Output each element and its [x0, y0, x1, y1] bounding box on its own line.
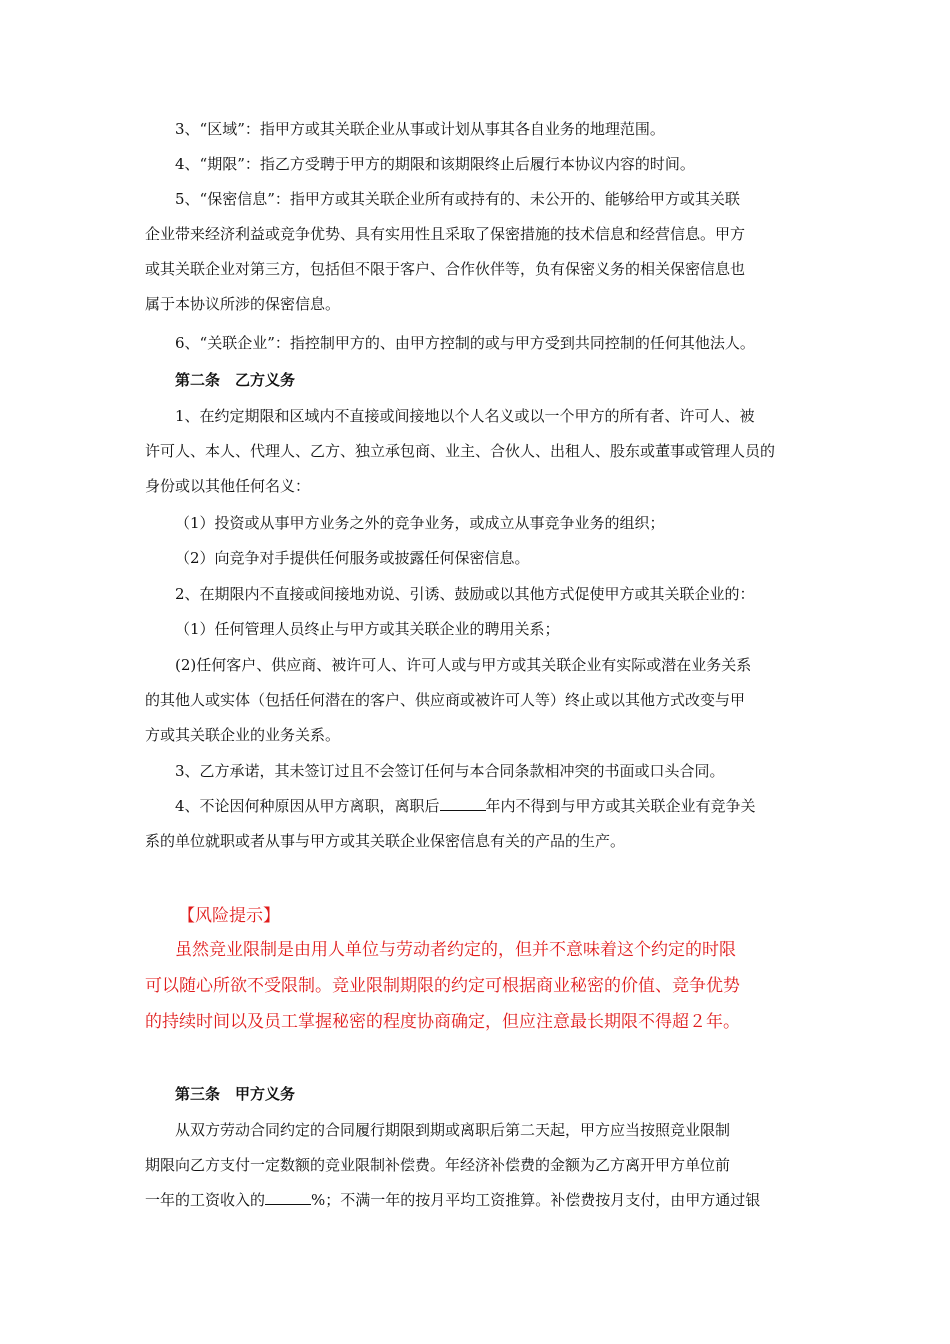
article3-line2: 期限向乙方支付一定数额的竞业限制补偿费。年经济补偿费的金额为乙方离开甲方单位前 — [145, 1156, 731, 1174]
article2-p4-post: 年内不得到与甲方或其关联企业有竞争关 — [485, 797, 756, 815]
years-blank — [440, 796, 486, 811]
article2-p2a: （1）任何管理人员终止与甲方或其关联企业的聘用关系； — [175, 620, 560, 638]
clause-term: 4、“期限”：指乙方受聘于甲方的期限和该期限终止后履行本协议内容的时间。 — [175, 155, 695, 173]
article3-line1: 从双方劳动合同约定的合同履行期限到期或离职后第二天起，甲方应当按照竞业限制 — [175, 1121, 731, 1139]
article2-p2b-line2: 的其他人或实体（包括任何潜在的客户、供应商或被许可人等）终止或以其他方式改变与甲 — [145, 691, 746, 709]
clause-confidential-line3: 或其关联企业对第三方，包括但不限于客户、合作伙伴等，负有保密义务的相关保密信息也 — [145, 260, 746, 278]
clause-confidential-line1: 5、“保密信息”：指甲方或其关联企业所有或持有的、未公开的、能够给甲方或其关联 — [175, 190, 740, 208]
article3-line3 — [145, 1183, 815, 1218]
article3-heading: 第三条 甲方义务 — [175, 1085, 296, 1103]
article2-p4-pre: 4、不论因何种原因从甲方离职，离职后 — [175, 797, 440, 815]
clause-affiliate: 6、“关联企业”：指控制甲方的、由甲方控制的或与甲方受到共同控制的任何其他法人。 — [175, 334, 755, 352]
article2-p1-line1: 1、在约定期限和区域内不直接或间接地以个人名义或以一个甲方的所有者、许可人、被 — [175, 407, 755, 425]
article2-p2: 2、在期限内不直接或间接地劝说、引诱、鼓励或以其他方式促使甲方或其关联企业的： — [175, 585, 755, 603]
article2-p4-line1 — [145, 789, 815, 824]
clause-confidential-line4: 属于本协议所涉的保密信息。 — [145, 295, 341, 313]
article2-heading: 第二条 乙方义务 — [175, 371, 296, 389]
article3-line3-post: %；不满一年的按月平均工资推算。补偿费按月支付，由甲方通过银 — [311, 1191, 761, 1209]
article2-p1-line3: 身份或以其他任何名义： — [145, 477, 311, 495]
risk-line2: 可以随心所欲不受限制。竞业限制期限的约定可根据商业秘密的价值、竞争优势 — [145, 976, 740, 996]
article2-p1-line2: 许可人、本人、代理人、乙方、独立承包商、业主、合伙人、出租人、股东或董事或管理人员的 — [145, 442, 776, 460]
clause-confidential-line2: 企业带来经济利益或竞争优势、具有实用性且采取了保密措施的技术信息和经营信息。甲方 — [145, 225, 746, 243]
article2-p1b: （2）向竞争对手提供任何服务或披露任何保密信息。 — [175, 549, 530, 567]
article3-line3-pre: 一年的工资收入的 — [145, 1191, 266, 1209]
risk-line3: 的持续时间以及员工掌握秘密的程度协商确定，但应注意最长期限不得超２年。 — [145, 1012, 740, 1032]
article2-p2b-line1: (2)任何客户、供应商、被许可人、许可人或与甲方或其关联企业有实际或潜在业务关系 — [175, 656, 752, 674]
risk-line1: 虽然竞业限制是由用人单位与劳动者约定的，但并不意味着这个约定的时限 — [175, 940, 736, 960]
percent-blank — [265, 1190, 311, 1205]
clause-region: 3、“区域”：指甲方或其关联企业从事或计划从事其各自业务的地理范围。 — [175, 120, 665, 138]
article2-p3: 3、乙方承诺，其未签订过且不会签订任何与本合同条款相冲突的书面或口头合同。 — [175, 762, 725, 780]
article2-p1a: （1）投资或从事甲方业务之外的竞争业务，或成立从事竞争业务的组织； — [175, 514, 665, 532]
article2-p2b-line3: 方或其关联企业的业务关系。 — [145, 726, 341, 744]
article2-p4-line2: 系的单位就职或者从事与甲方或其关联企业保密信息有关的产品的生产。 — [145, 832, 626, 850]
risk-title: 【风险提示】 — [178, 906, 280, 926]
